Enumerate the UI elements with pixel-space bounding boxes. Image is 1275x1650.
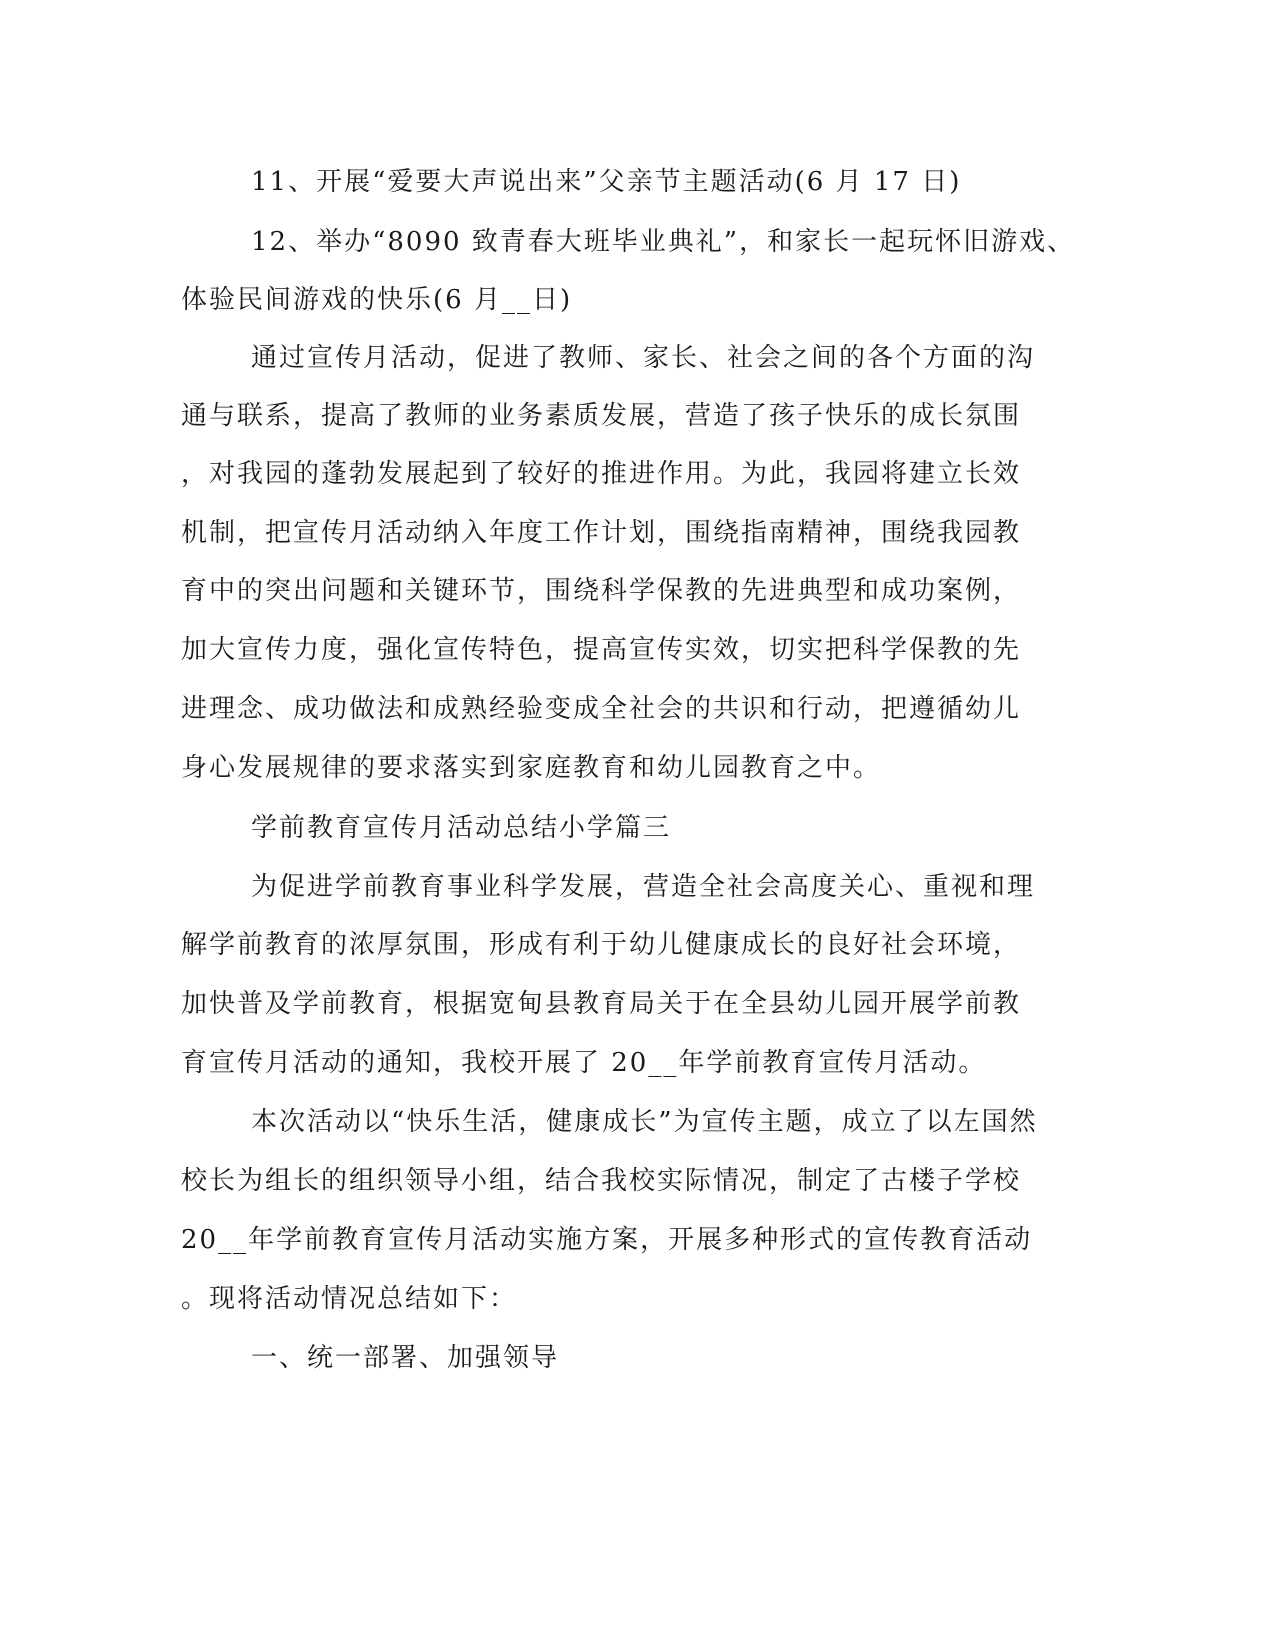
paragraph-text: 校长为组长的组织领导小组，结合我校实际情况，制定了古楼子学校	[181, 1166, 1022, 1196]
paragraph-text: 通过宣传月活动，促进了教师、家长、社会之间的各个方面的沟	[251, 343, 1036, 373]
list-item-11: 11、开展“爱要大声说出来”父亲节主题活动(6 月 17 日)	[251, 167, 962, 197]
paragraph-text: 加大宣传力度，强化宣传特色，提高宣传实效，切实把科学保教的先	[181, 635, 1022, 665]
paragraph-text: 。现将活动情况总结如下：	[181, 1284, 518, 1314]
paragraph-text: 身心发展规律的要求落实到家庭教育和幼儿园教育之中。	[181, 753, 882, 783]
list-item-12-continued: 体验民间游戏的快乐(6 月__日)	[181, 285, 573, 315]
paragraph-text: 育宣传月活动的通知，我校开展了 20__年学前教育宣传月活动。	[181, 1048, 987, 1078]
paragraph-text: ，对我园的蓬勃发展起到了较好的推进作用。为此，我园将建立长效	[181, 459, 1022, 489]
paragraph-text: 育中的突出问题和关键环节，围绕科学保教的先进典型和成功案例，	[181, 576, 1022, 606]
paragraph-text: 通与联系，提高了教师的业务素质发展，营造了孩子快乐的成长氛围	[181, 401, 1022, 431]
paragraph-text: 为促进学前教育事业科学发展，营造全社会高度关心、重视和理	[251, 872, 1036, 902]
paragraph-text: 加快普及学前教育，根据宽甸县教育局关于在全县幼儿园开展学前教	[181, 989, 1022, 1019]
paragraph-text: 本次活动以“快乐生活，健康成长”为宣传主题，成立了以左国然	[251, 1107, 1038, 1137]
paragraph-text: 20__年学前教育宣传月活动实施方案，开展多种形式的宣传教育活动	[181, 1225, 1033, 1255]
section-heading: 一、统一部署、加强领导	[251, 1343, 560, 1373]
paragraph-text: 解学前教育的浓厚氛围，形成有利于幼儿健康成长的良好社会环境，	[181, 930, 1022, 960]
section-heading: 学前教育宣传月活动总结小学篇三	[251, 813, 672, 843]
paragraph-text: 机制，把宣传月活动纳入年度工作计划，围绕指南精神，围绕我园教	[181, 518, 1022, 548]
list-item-12: 12、举办“8090 致青春大班毕业典礼”，和家长一起玩怀旧游戏、	[251, 227, 1076, 257]
paragraph-text: 进理念、成功做法和成熟经验变成全社会的共识和行动，把遵循幼儿	[181, 694, 1022, 724]
